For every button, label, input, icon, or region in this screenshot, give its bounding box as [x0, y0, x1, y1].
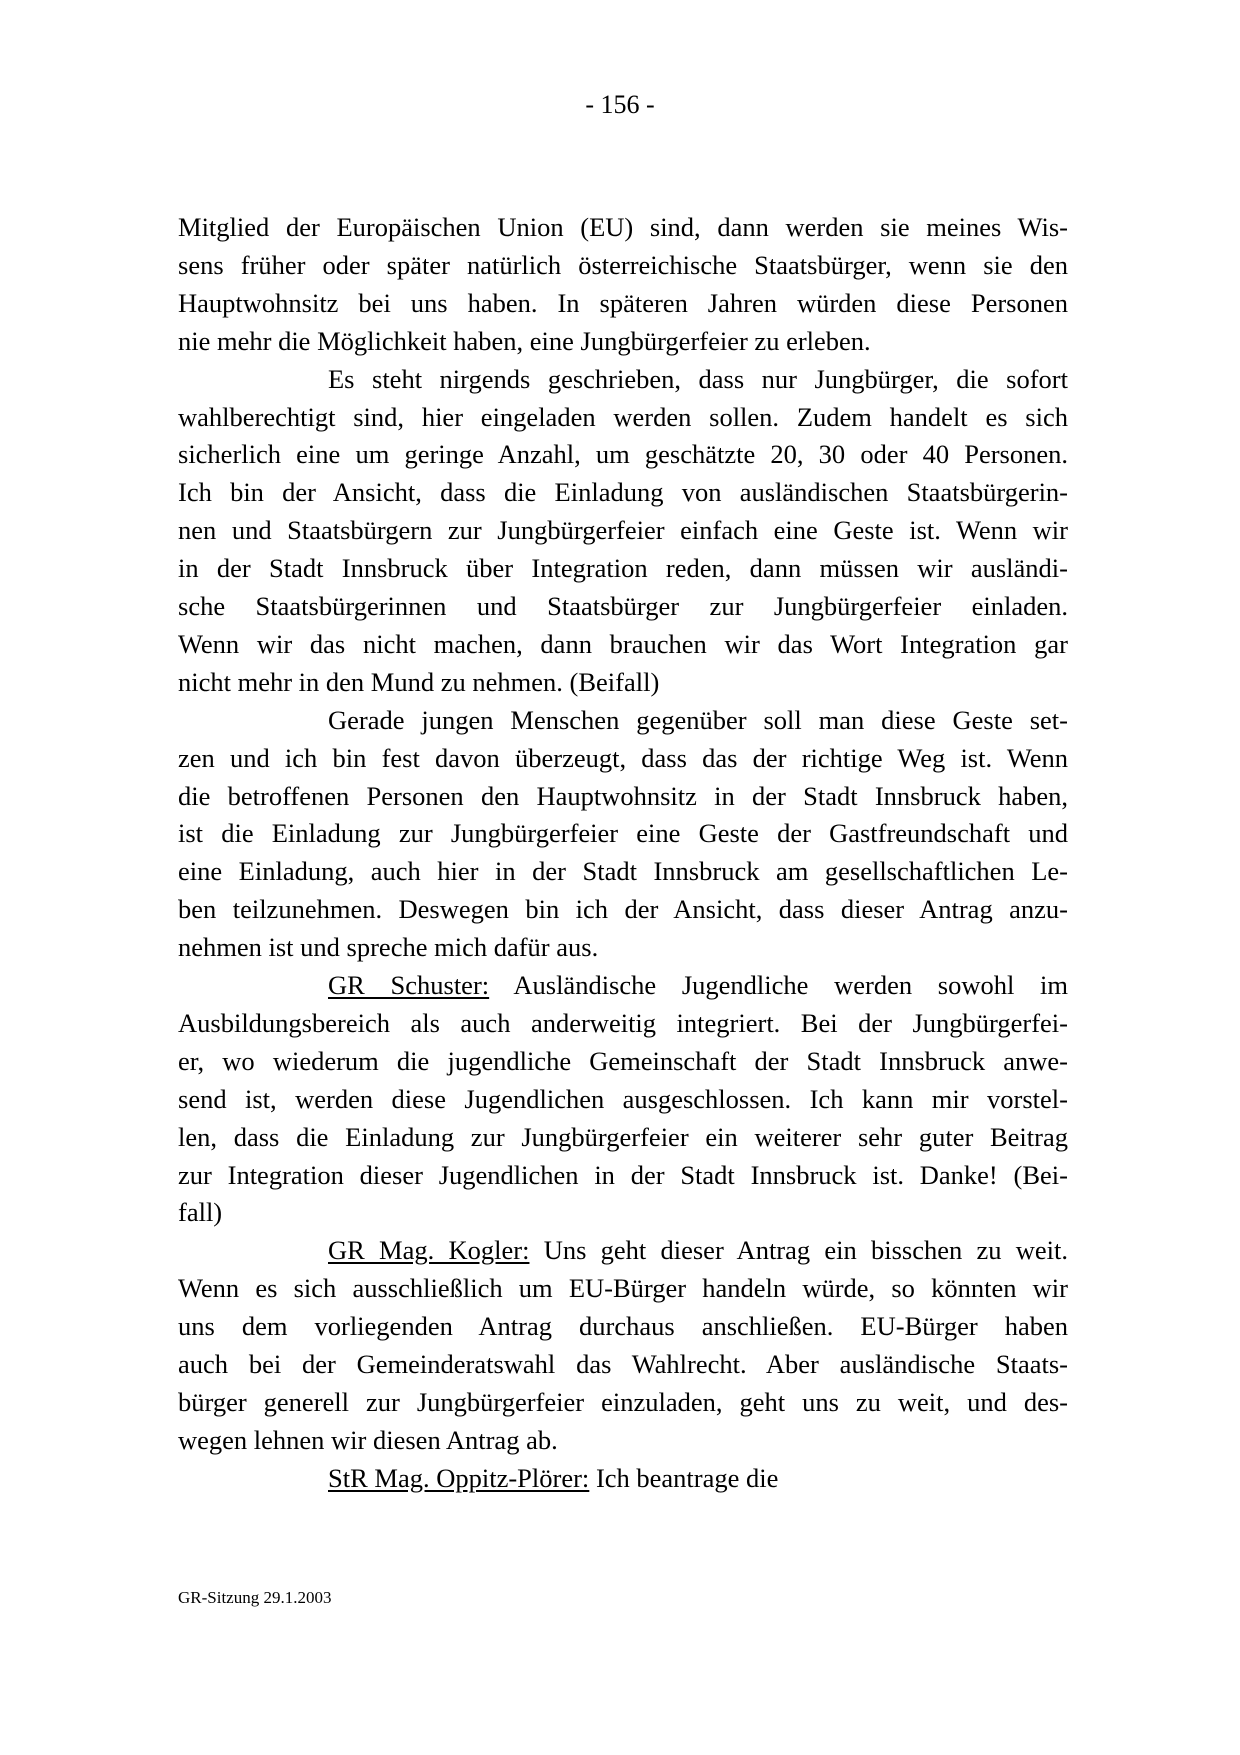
text-line — [178, 208, 1068, 246]
text-line — [328, 701, 1068, 739]
text-line — [178, 739, 1068, 777]
text-line — [328, 360, 1068, 398]
page-number: - 156 - — [585, 90, 655, 119]
line-text: Gerade jungen Menschen gegenüber soll man diese Geste set- — [328, 704, 1068, 735]
line-text: wahlberechtigt sind, hier eingeladen werden sollen. Zudem handelt es sich — [178, 401, 1068, 432]
text-line — [178, 587, 1068, 625]
text-line — [178, 1269, 1068, 1307]
line-text: bürger generell zur Jungbürgerfeier einzuladen, geht uns zu weit, und des- — [178, 1386, 1068, 1417]
text-line — [178, 1118, 1068, 1156]
text-line — [178, 1307, 1068, 1345]
text-line — [178, 663, 1068, 701]
footer-session-date: GR-Sitzung 29.1.2003 — [178, 1588, 332, 1607]
line-text: ben teilzunehmen. Deswegen bin ich der Ansicht, dass dieser Antrag anzu- — [178, 894, 1068, 925]
line-text: die betroffenen Personen den Hauptwohnsitz in der Stadt Innsbruck haben, — [178, 780, 1068, 811]
text-line — [178, 549, 1068, 587]
line-text: zen und ich bin fest davon überzeugt, dass das der richtige Weg ist. Wenn — [178, 742, 1068, 773]
text-line — [178, 928, 1068, 966]
text-line — [178, 852, 1068, 890]
text-line — [178, 398, 1068, 436]
text-line — [178, 1042, 1068, 1080]
text-line — [178, 1080, 1068, 1118]
text-line — [178, 284, 1068, 322]
line-text: Ich bin der Ansicht, dass die Einladung von ausländischen Staatsbürgerin- — [178, 477, 1068, 508]
text-line — [178, 246, 1068, 284]
text-line — [178, 1345, 1068, 1383]
line-text: uns dem vorliegenden Antrag durchaus anschließen. EU-Bürger haben — [178, 1311, 1068, 1342]
line-text: zur Integration dieser Jugendlichen in der Stadt Innsbruck ist. Danke! (Bei- — [178, 1159, 1068, 1190]
line-text: nie mehr die Möglichkeit haben, eine Jungbürgerfeier zu erleben. — [178, 325, 871, 356]
line-text: nen und Staatsbürgern zur Jungbürgerfeier einfach eine Geste ist. Wenn wir — [178, 515, 1068, 546]
line-text: fall) — [178, 1197, 223, 1228]
line-text: eine Einladung, auch hier in der Stadt Innsbruck am gesellschaftlichen Le- — [178, 856, 1068, 887]
line-text: Wenn es sich ausschließlich um EU-Bürger handeln würde, so könnten wir — [178, 1273, 1068, 1304]
line-text: len, dass die Einladung zur Jungbürgerfeier ein weiterer sehr guter Beitrag — [178, 1121, 1068, 1152]
speaker-name: GR Mag. Kogler: — [328, 1235, 530, 1266]
text-line — [178, 1156, 1068, 1194]
text-line — [178, 625, 1068, 663]
text-line — [178, 890, 1068, 928]
speaker-line — [328, 1459, 1068, 1497]
text-line — [178, 511, 1068, 549]
speaker-name: GR Schuster: — [328, 970, 490, 1000]
line-text: Uns geht dieser Antrag ein bisschen zu weit. — [529, 1235, 1068, 1266]
line-text: wegen lehnen wir diesen Antrag ab. — [178, 1424, 558, 1455]
speaker-line — [328, 1231, 1068, 1269]
text-line — [178, 814, 1068, 852]
speaker-line — [328, 966, 1068, 1004]
text-line — [178, 322, 1068, 360]
line-text: Es steht nirgends geschrieben, dass nur Jungbürger, die sofort — [328, 363, 1068, 394]
line-text: Mitglied der Europäischen Union (EU) sind, dann werden sie meines Wis- — [178, 212, 1068, 242]
line-text: sicherlich eine um geringe Anzahl, um geschätzte 20, 30 oder 40 Personen. — [178, 439, 1068, 470]
line-text: er, wo wiederum die jugendliche Gemeinschaft der Stadt Innsbruck anwe- — [178, 1045, 1068, 1076]
line-text: sens früher oder später natürlich österreichische Staatsbürger, wenn sie den — [178, 249, 1068, 280]
line-text: Wenn wir das nicht machen, dann brauchen wir das Wort Integration gar — [178, 628, 1068, 659]
line-text: sche Staatsbürgerinnen und Staatsbürger zur Jungbürgerfeier einladen. — [178, 591, 1068, 621]
text-line — [178, 1193, 1068, 1231]
line-text: auch bei der Gemeinderatswahl das Wahlrecht. Aber ausländische Staats- — [178, 1349, 1068, 1379]
line-text: Ich beantrage die — [589, 1462, 779, 1493]
text-line — [178, 435, 1068, 473]
line-text: nicht mehr in den Mund zu nehmen. (Beifall) — [178, 666, 660, 697]
line-text: ist die Einladung zur Jungbürgerfeier eine Geste der Gastfreundschaft und — [178, 818, 1068, 849]
line-text: Ausländische Jugendliche werden sowohl im — [489, 970, 1069, 1000]
line-text: Hauptwohnsitz bei uns haben. In späteren Jahren würden diese Personen — [178, 287, 1068, 318]
text-line — [178, 1004, 1068, 1042]
line-text: Ausbildungsbereich als auch anderweitig integriert. Bei der Jungbürgerfei- — [178, 1007, 1068, 1038]
text-line — [178, 777, 1068, 815]
text-line — [178, 1383, 1068, 1421]
line-text: nehmen ist und spreche mich dafür aus. — [178, 932, 599, 963]
line-text: in der Stadt Innsbruck über Integration reden, dann müssen wir ausländi- — [178, 553, 1068, 584]
text-line — [178, 1421, 1068, 1459]
speaker-name: StR Mag. Oppitz-Plörer: — [328, 1462, 590, 1493]
text-line — [178, 473, 1068, 511]
line-text: send ist, werden diese Jugendlichen ausgeschlossen. Ich kann mir vorstel- — [178, 1083, 1068, 1114]
